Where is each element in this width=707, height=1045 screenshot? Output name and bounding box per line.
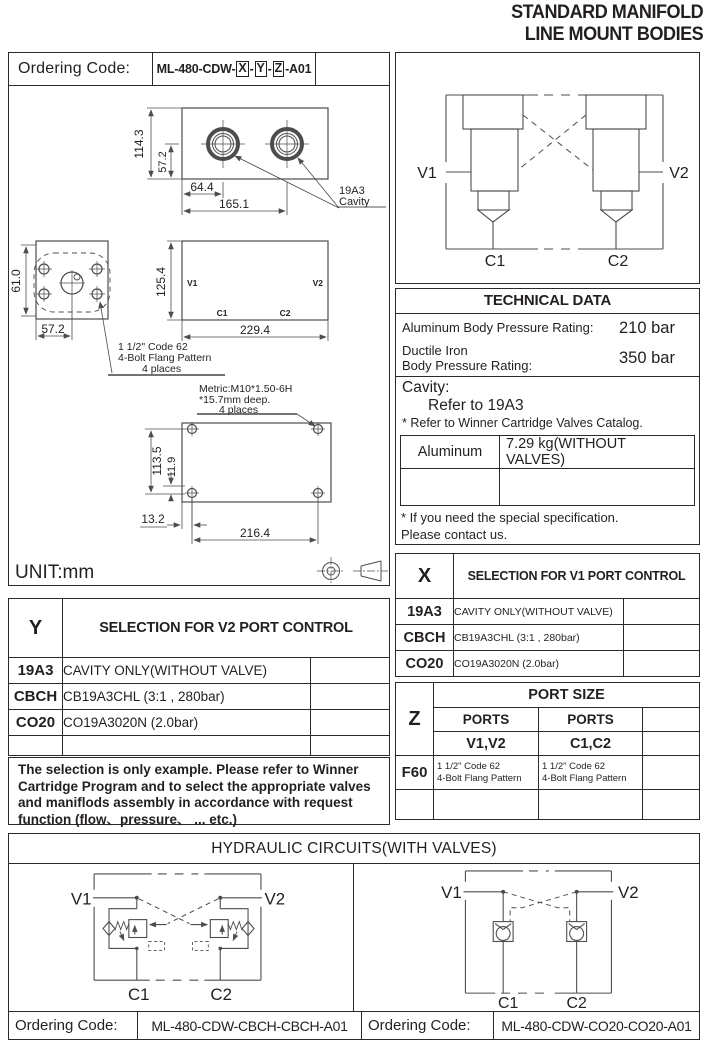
port-label-c2: C2 [607, 253, 629, 270]
port-label-v1: V1 [417, 165, 437, 182]
option-code: 19A3 [396, 599, 454, 625]
weight-table [400, 435, 695, 506]
table-row [396, 708, 700, 732]
technical-data-title: TECHNICAL DATA [396, 289, 699, 314]
dimension-label: 125.4 [154, 266, 168, 298]
title-line-2: LINE MOUNT BODIES [524, 24, 703, 46]
port-label-v1: V1 [70, 890, 92, 910]
port-label-c1: C1 [484, 253, 506, 270]
code-sep2: - [267, 62, 272, 76]
port-label-c1: C1 [497, 995, 519, 1011]
port-label-c1: C1 [216, 308, 228, 318]
x-header: SELECTION FOR V1 PORT CONTROL [454, 554, 700, 599]
ordering-code-spacer [316, 53, 389, 85]
hydraulic-circuits-section [8, 833, 700, 1040]
table-row [396, 756, 700, 790]
dimension-label: 165.1 [218, 197, 250, 211]
table-row [9, 599, 390, 658]
dimension-label: 64.4 [190, 180, 214, 194]
bottom-view-outline [182, 422, 331, 502]
code-z-box: Z [274, 61, 283, 76]
aluminum-rating-value: 210 bar [619, 319, 675, 338]
ports-sub-v: V1,V2 [434, 732, 539, 756]
iron-rating-row [402, 342, 693, 376]
ordering-code-label: Ordering Code: [15, 1017, 118, 1035]
table-row [396, 625, 700, 651]
metric-callout: 4 places [219, 404, 259, 416]
port-label-v2: V2 [669, 165, 689, 182]
empty-cell [643, 708, 700, 732]
table-row [396, 651, 700, 677]
cavity-schematic-box [395, 52, 700, 284]
circuit-cbch [9, 864, 354, 1011]
cartridge-outlines [463, 95, 646, 249]
port-label-v2: V2 [312, 278, 323, 288]
empty-cell [311, 658, 390, 684]
empty-cell [643, 790, 700, 820]
counterbalance-valve-right [190, 898, 254, 980]
dimension-label: 61.0 [9, 269, 23, 293]
pilot-cross-lines [139, 899, 218, 924]
table-row [9, 658, 390, 684]
iron-rating-label: Ductile Iron Body Pressure Rating: [402, 342, 533, 373]
cavity-label: Cavity: [402, 378, 450, 396]
option-code: 19A3 [9, 658, 63, 684]
dimension-drawings [9, 86, 388, 584]
option-code: CBCH [9, 684, 63, 710]
option-desc: CB19A3CHL (3:1 , 280bar) [454, 625, 624, 651]
option-desc: CB19A3CHL (3:1 , 280bar) [63, 684, 311, 710]
ordering-code-box [8, 52, 390, 86]
port-spec-c: 1 1/2" Code 62 4-Bolt Flang Pattern [539, 756, 643, 790]
port-spec-v: 1 1/2" Code 62 4-Bolt Flang Pattern [434, 756, 539, 790]
hydraulic-circuits-title: HYDRAULIC CIRCUITS(WITH VALVES) [9, 834, 699, 864]
dimension-drawings-box [8, 85, 390, 586]
empty-cell [624, 625, 700, 651]
port-label-v1: V1 [441, 883, 462, 903]
flange-callout: 1 1/2" Code 62 [118, 341, 188, 353]
dimension-label: 114.3 [132, 129, 146, 159]
pilot-check-valves [493, 892, 586, 993]
pressure-ratings [396, 314, 699, 377]
dimension-label: 57.2 [41, 322, 65, 336]
junction-dots [135, 896, 222, 950]
x-key: X [396, 554, 454, 599]
bottom-ordering-row [9, 1011, 699, 1039]
empty-cell [643, 732, 700, 756]
option-desc: CO19A3020N (2.0bar) [63, 710, 311, 736]
dimension-label: 57.2 [157, 151, 169, 173]
ports-sub-c: C1,C2 [539, 732, 643, 756]
flange-callout: 4-Bolt Flang Pattern [118, 352, 212, 364]
dimension-label: 11.9 [166, 456, 178, 478]
ordering-code-value [152, 53, 316, 85]
aluminum-rating-label: Aluminum Body Pressure Rating: [402, 320, 594, 336]
hydraulic-circuits-row [9, 864, 699, 1011]
special-spec-note: * If you need the special specification. Please contact us. [401, 510, 619, 543]
cavity-callout: Cavity [339, 196, 370, 208]
z-key: Z [396, 683, 434, 756]
y-key: Y [9, 599, 63, 658]
ordering-code-co20: ML-480-CDW-CO20-CO20-A01 [493, 1012, 699, 1039]
port-label-c1: C1 [128, 985, 150, 1005]
circuit-frame [93, 874, 262, 980]
cbch-circuit-diagram [9, 864, 353, 1010]
ordering-code-label: Ordering Code: [361, 1012, 493, 1039]
code-suffix: -A01 [285, 62, 312, 76]
ports-header-c: PORTS [539, 708, 643, 732]
port-label-c2: C2 [279, 308, 291, 318]
empty-cell [63, 736, 311, 756]
empty-cell [401, 469, 500, 506]
empty-cell [311, 736, 390, 756]
weight-material: Aluminum [401, 436, 500, 469]
code-prefix: ML-480-CDW- [156, 62, 236, 76]
code-y-box: Y [256, 61, 265, 76]
port-size-title: PORT SIZE [434, 683, 700, 708]
code-sep1: - [249, 62, 254, 76]
circuit-frame [463, 871, 613, 993]
cavity-value: Refer to 19A3 [428, 396, 524, 414]
option-desc: CO19A3020N (2.0bar) [454, 651, 624, 677]
technical-data-box [395, 288, 700, 545]
junction-dots [501, 890, 578, 894]
cavity-callout: 19A3 [339, 185, 365, 197]
selection-y-table [8, 598, 390, 756]
title-line-1: STANDARD MANIFOLD [510, 2, 703, 23]
port-size-table [395, 682, 700, 820]
option-code: CBCH [396, 625, 454, 651]
code-x-box: X [238, 61, 247, 76]
counterbalance-valve-left [103, 898, 167, 980]
side-view-outline [182, 241, 328, 320]
port-label-v2: V2 [264, 890, 286, 910]
table-row [401, 469, 695, 506]
empty-cell [311, 710, 390, 736]
empty-cell [311, 684, 390, 710]
cavity-info [396, 377, 699, 435]
option-code: F60 [396, 756, 434, 790]
empty-cell [624, 599, 700, 625]
table-row [396, 790, 700, 820]
metric-callout: Metric:M10*1.50-6H [199, 383, 293, 395]
empty-cell [643, 756, 700, 790]
empty-cell [396, 790, 434, 820]
table-row [9, 736, 390, 756]
iron-rating-value: 350 bar [619, 349, 675, 368]
y-header: SELECTION FOR V2 PORT CONTROL [63, 599, 390, 658]
weight-value: 7.29 kg(WITHOUT VALVES) [500, 436, 695, 469]
table-row [401, 436, 695, 469]
selection-x-table [395, 553, 700, 676]
dimension-label: 113.5 [150, 446, 164, 476]
empty-cell [9, 736, 63, 756]
bottom-view-dimensions [140, 414, 318, 544]
table-row [9, 684, 390, 710]
dimension-label: 13.2 [141, 512, 165, 526]
metric-callout: *15.7mm deep. [199, 394, 271, 406]
table-row [9, 710, 390, 736]
port-label-v1: V1 [187, 278, 198, 288]
schematic-frame [446, 95, 663, 249]
option-desc: CAVITY ONLY(WITHOUT VALVE) [63, 658, 311, 684]
pilot-cross-lines [503, 892, 576, 922]
co20-circuit-diagram [354, 864, 699, 1010]
empty-cell [434, 790, 539, 820]
dimension-label: 216.4 [239, 526, 271, 540]
selection-note: The selection is only example. Please refer to Winner Cartridge Program and to select the appropriate valves and maniflods assembly in accordance with request function (flow、pressure、 ... etc.) [8, 757, 390, 825]
option-code: CO20 [396, 651, 454, 677]
ordering-code-cbch: ML-480-CDW-CBCH-CBCH-A01 [137, 1012, 361, 1039]
aluminum-rating-row [402, 316, 693, 342]
cavity-schematic [396, 53, 698, 282]
option-code: CO20 [9, 710, 63, 736]
empty-cell [539, 790, 643, 820]
dimension-label: 229.4 [239, 323, 271, 337]
projection-symbol-icon [317, 557, 388, 584]
cavity-note: * Refer to Winner Cartridge Valves Catalog. [402, 415, 643, 430]
table-row [396, 683, 700, 708]
empty-cell [500, 469, 695, 506]
ordering-code-label: Ordering Code: [18, 60, 131, 77]
port-label-c2: C2 [210, 985, 233, 1005]
pilot-cross-lines [518, 115, 593, 170]
option-desc: CAVITY ONLY(WITHOUT VALVE) [454, 599, 624, 625]
port-label-v2: V2 [617, 883, 639, 903]
unit-label: UNIT:mm [15, 562, 95, 583]
flange-callout: 4 places [142, 363, 182, 375]
table-row [396, 732, 700, 756]
circuit-co20 [354, 864, 699, 1011]
port-label-c2: C2 [566, 995, 587, 1011]
empty-cell [624, 651, 700, 677]
table-row [396, 599, 700, 625]
ports-header-v: PORTS [434, 708, 539, 732]
table-row [396, 554, 700, 599]
page-title [511, 2, 703, 46]
